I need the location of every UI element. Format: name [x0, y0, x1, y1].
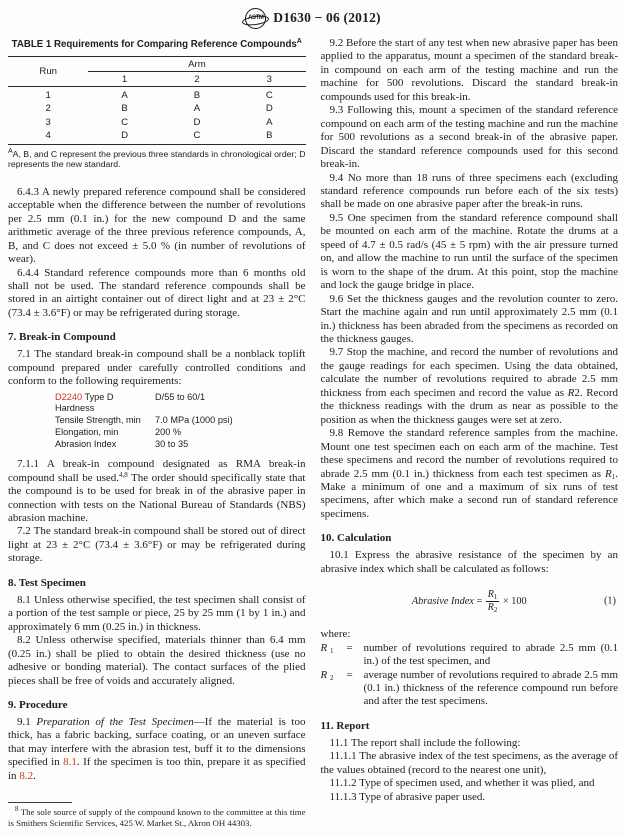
section-heading-test-specimen: 8. Test Specimen: [8, 576, 86, 589]
para-7-1: 7.1 The standard break-in compound shall be a nonblack toplift compound prepared under carefully controlled conditions and conform to the following requirements:: [8, 348, 306, 388]
requirement-label: Abrasion Index: [55, 438, 117, 449]
where-definition-r2: [321, 669, 619, 709]
subscript-1: 1: [611, 472, 616, 481]
requirement-label-text: Type D Hardness: [55, 391, 114, 414]
para-7-2: 7.2 The standard break-in compound shall be stored out of direct light at 23 ± 2°C (73.4 ± 3.6°F) or may be refrigerated during storage.: [8, 525, 306, 565]
variable-r1: R: [605, 467, 612, 480]
table-header-arm-1: 1: [88, 72, 160, 87]
para-9-6: 9.6 Set the thickness gauges and the revolution counter to zero. Start the machine again and run until approximately 2.5 mm (0.1 in.) thickness has been abraded from the specimens as recorded on the thickness gauges.: [320, 292, 618, 345]
page-footnote-8: [8, 802, 306, 829]
table-row: [8, 129, 306, 145]
section-heading-procedure: 9. Procedure: [8, 699, 68, 712]
doc-number: D1630 − 06 (2012): [273, 10, 381, 25]
para-11-1-3: 11.1.3 Type of abrasive paper used.: [329, 790, 486, 803]
right-column: [321, 37, 619, 829]
two-column-layout: [8, 37, 618, 829]
para-8-2: 8.2 Unless otherwise specified, materials thinner than 6.4 mm (0.25 in.) shall be plied to obtain the desired thickness (use no adhesive or bonding material). The contact surfaces of the plied pieces shall be free of voids and accurately aligned.: [8, 634, 306, 687]
para-9-8: 9.8 Remove the standard reference samples from the machine. Mount one test specimen each on each arm of the machine. Test these specimens and record the number of revolutions required to abrade 2.5 mm (0.1 in.) thickness from each test specimen as $R_1$. Make a minimum of one and a maximum of six runs of test specimens, after which make a second run of standard reference specimens.: [320, 427, 618, 520]
table-1: [8, 56, 306, 145]
cell-arm1: A: [121, 90, 128, 101]
formula-label: Abrasive Index: [411, 595, 474, 607]
para-11-1-1: 11.1.1 The abrasive index of the test specimens, as the average of the values obtained (record to the nearest one unit),: [320, 750, 618, 776]
fraction-denominator: $R_2$: [487, 602, 498, 615]
section-heading-calculation: 10. Calculation: [320, 532, 392, 545]
requirement-value: 200 %: [155, 426, 182, 437]
table-header-arm-3: 3: [233, 72, 305, 87]
where-definition-r1: [321, 642, 619, 669]
cell-arm2: D: [193, 116, 201, 128]
para-7-1-1: 7.1.1 A break-in compound designated as RMA break-in compound shall be used.$^{4,8}$ The order should specifically state that the compound is to be used for break in of the abrasive paper in connection with tests on the National Bureau of Standards (NBS) abrasion machine.: [8, 458, 306, 525]
requirement-label: Tensile Strength, min: [55, 415, 141, 426]
cell-arm2: A: [193, 103, 201, 115]
para-9-3: 9.3 Following this, mount a specimen of the standard reference compound on each arm of the testing machine and run the machine for 500 revolutions as a second break-in of the abrasive paper. Discard the standard reference compounds used for this second break-in.: [320, 104, 618, 171]
where-label: where:: [320, 628, 351, 641]
ref-link-8-1[interactable]: 8.1: [63, 756, 77, 769]
table-row: [8, 116, 306, 129]
para-10-1: 10.1 Express the abrasive resistance of the specimen by an abrasive index which shall be calculated as follows:: [320, 549, 618, 575]
cell-arm1: D: [121, 130, 129, 142]
cell-run: 1: [45, 90, 51, 101]
where-symbol: R $_2$: [320, 668, 334, 682]
requirement-label: [55, 392, 155, 415]
table-title-footnote-marker: A: [296, 38, 302, 45]
footnote-divider: [8, 802, 72, 803]
requirements-list: [55, 392, 306, 451]
para-9-5: 9.5 One specimen from the standard reference compound shall be mounted on each arm of the machine. Rotate the drums at a speed of 4.7 ± 0.5 rad/s (45 ± 5 rpm) with the air pressure turned on, and allow the machine to run until the surface of the specimen is worn to the shape of the drum. At this point, stop the machine and lock the gauge bridge in place.: [320, 211, 618, 292]
document-header: [8, 5, 618, 31]
left-column: [8, 37, 306, 829]
where-equals: =: [346, 641, 353, 654]
footnote-marker-a: A: [8, 147, 13, 155]
para-9-7: 9.7 Stop the machine, and record the number of revolutions and the gauge readings for each specimen. Using the data obtained, calculate the number of revolutions required to abrade 2.5 mm thickness from each specimen and record the value as R2. Record the thickness readings with the drum as near as possible to the position as when the thickness gauges were set at zero.: [320, 346, 619, 426]
para-6-4-3: 6.4.3 A newly prepared reference compound shall be considered acceptable when the difference between the number of revolutions per 2.5 mm (0.1 in.) for the new compound D and the same arithmetic average of the three previous reference compounds, A, B, and C does not exceed ± 5.0 % (in number of revolutions of wear).: [8, 185, 306, 266]
requirement-row: [55, 392, 306, 415]
table-1-footnote: $^A$A, B, and C represent the previous three standards in chronological order; D represents the new standard.: [8, 147, 306, 170]
table-1-title: TABLE 1 Requirements for Comparing Reference Compounds$^A$: [11, 38, 302, 50]
where-definition-text: number of revolutions required to abrade 2.5 mm (0.1 in.) of the test specimen, and: [363, 641, 618, 668]
para-11-1: 11.1 The report shall include the following:: [329, 736, 521, 749]
para-11-1-2: 11.1.2 Type of specimen used, and whether it was plied, and: [329, 777, 595, 790]
italic-phrase: Preparation of the Test Specimen: [36, 716, 194, 729]
spec-link-d2240[interactable]: D2240: [55, 391, 83, 402]
requirement-row: [55, 415, 306, 427]
footnote-marker-4-8: 4,8: [118, 470, 128, 479]
requirement-row: [55, 439, 306, 451]
where-equals: =: [346, 668, 353, 681]
table-row: [8, 87, 306, 103]
ref-link-8-2[interactable]: 8.2: [19, 769, 34, 782]
section-heading-break-in-compound: 7. Break-in Compound: [8, 331, 116, 344]
cell-arm3: C: [265, 90, 273, 101]
cell-arm3: B: [266, 130, 273, 142]
footnote-8-text: $^8$ The sole source of supply of the compound known to the committee at this time is Smithers Scientific Services, 425 W. Market St., Akron OH 44303.: [8, 804, 306, 828]
cell-run: 4: [45, 130, 51, 142]
table-header-arm-2: 2: [161, 72, 233, 87]
times-100: × 100: [502, 595, 527, 607]
astm-logo-icon: ASTM: [245, 8, 266, 29]
table-header-arm: Arm: [88, 57, 305, 72]
cell-arm1: C: [121, 116, 129, 128]
requirement-value: 30 to 35: [155, 438, 189, 449]
para-9-4: 9.4 No more than 18 runs of three specimens each (excluding standard reference compounds run before each of the six tests) shall be made on one abrasive paper after the break-in runs.: [320, 171, 618, 211]
requirement-value: 7.0 MPa (1000 psi): [155, 415, 233, 426]
requirement-value: D/55 to 60/1: [155, 391, 206, 402]
where-definition-text: average number of revolutions required to abrade 2.5 mm (0.1 in.) thickness of the reference compound run before and after the test specimens.: [363, 668, 618, 708]
para-6-4-4: 6.4.4 Standard reference compounds more than 6 months old shall not be used. The standard reference compounds shall be stored in an airtight container out of direct light and at 23 ± 2°C (73.4 ± 3.6°F) or may be refrigerated during storage.: [8, 266, 306, 319]
equation-number: (1): [603, 595, 616, 607]
cell-arm3: A: [266, 116, 273, 128]
cell-run: 3: [45, 116, 51, 128]
para-9-1: 9.1 Preparation of the Test Specimen—If the material is too thick, has a fabric backing, surface coating, or an uneven surface that may interfere with the abrasion test, buff it to the dimensions specified in 8.1. If the specimen is too thin, prepare it as specified in 8.2.: [8, 716, 306, 782]
section-heading-report: 11. Report: [320, 719, 370, 732]
para-8-1: 8.1 Unless otherwise specified, the test specimen shall consist of a portion of the test sample or piece, 25 by 25 mm (1 by 1 in.) and approximately 6 mm (0.25 in.) in thickness.: [8, 593, 306, 633]
table-row: [8, 102, 306, 115]
equals-sign: =: [476, 595, 483, 607]
cell-arm2: B: [193, 90, 201, 101]
fraction: [486, 589, 499, 613]
table-header-run: Run: [8, 57, 88, 87]
requirement-label: Elongation, min: [55, 426, 119, 437]
requirement-row: [55, 427, 306, 439]
variable-r2: R: [567, 386, 575, 399]
abrasive-index-formula: [321, 589, 619, 613]
cell-arm2: C: [193, 130, 201, 142]
table-1-block: [8, 37, 306, 170]
footnote-marker-8: 8: [15, 804, 19, 813]
cell-run: 2: [45, 103, 51, 115]
para-9-2: 9.2 Before the start of any test when new abrasive paper has been applied to the apparatus, mount a specimen of the standard break-in compound on each arm of the testing machine and run the machine for 500 revolutions. Discard the standard break-in compounds used for this break-in.: [320, 37, 618, 103]
cell-arm3: D: [265, 103, 273, 115]
where-symbol: R $_1$: [320, 641, 334, 655]
cell-arm1: B: [121, 103, 128, 115]
fraction-numerator: $R_1$: [487, 589, 498, 602]
